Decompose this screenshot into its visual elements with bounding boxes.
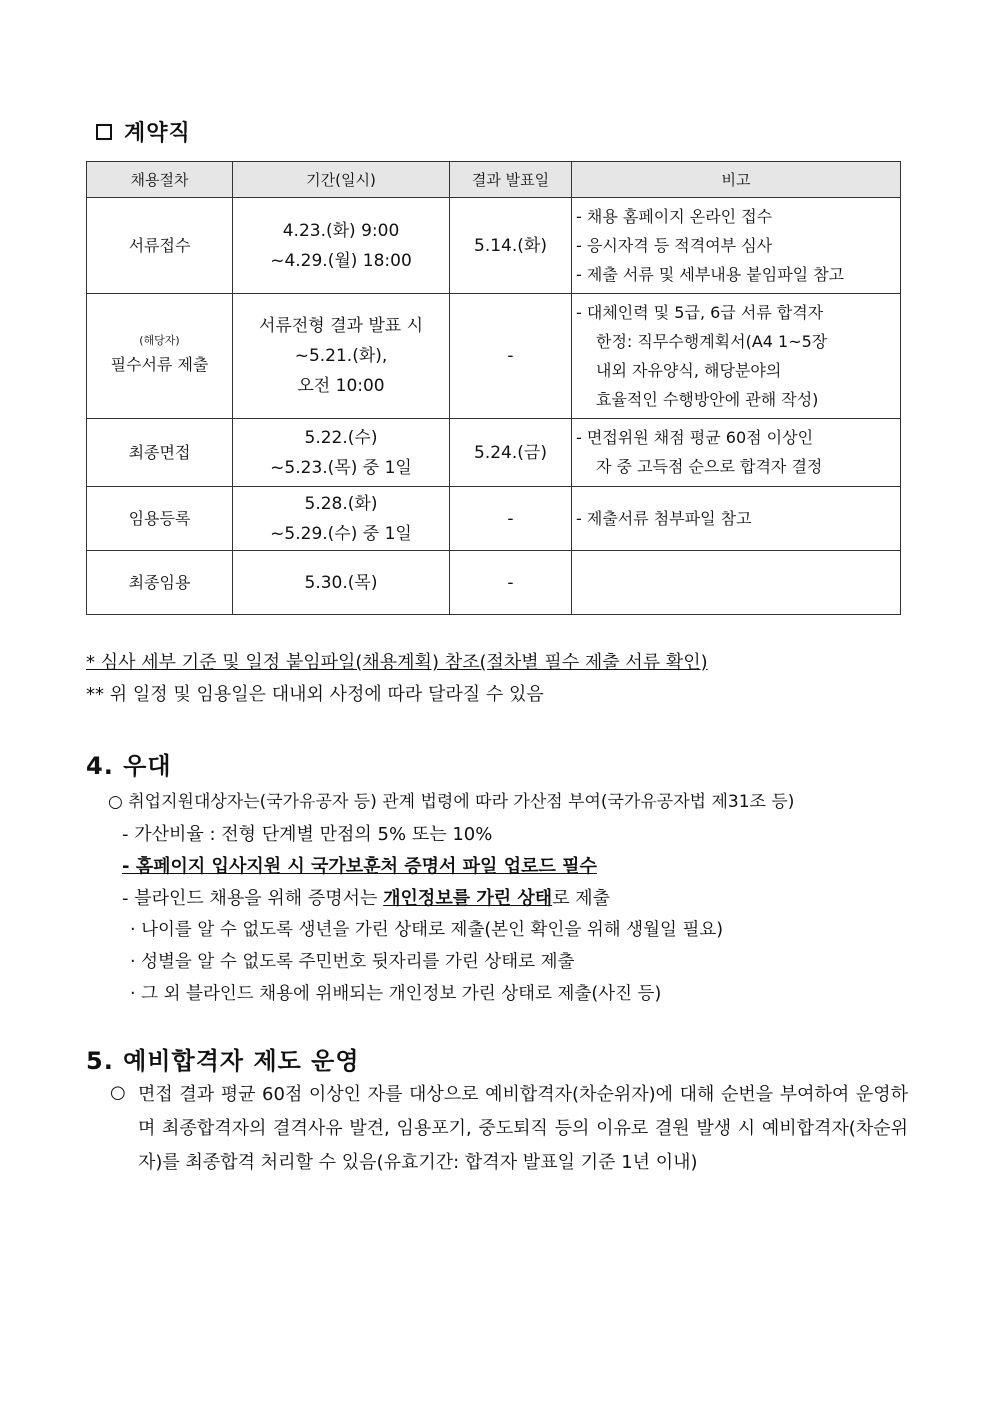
cell-period: 5.22.(수) ~5.23.(목) 중 1일	[233, 419, 450, 487]
cell-note: - 제출서류 첨부파일 참고	[572, 487, 901, 551]
table-header-row	[87, 162, 901, 198]
section4-sub3: - 블라인드 채용을 위해 증명서는 개인정보를 가린 상태로 제출	[122, 888, 611, 909]
cell-result: 5.24.(금)	[450, 419, 572, 487]
cell-result: -	[450, 551, 572, 615]
cell-note: - 대체인력 및 5급, 6급 서류 합격자 한정: 직무수행계획서(A4 1~5장 내외 자유양식, 해당분야의 효율적인 수행방안에 관해 작성)	[572, 294, 901, 419]
footnote-1: * 심사 세부 기준 및 일정 붙임파일(채용계획) 참조(절차별 필수 제출 서류 확인)	[86, 652, 708, 673]
cell-period: 4.23.(화) 9:00 ~4.29.(월) 18:00	[233, 198, 450, 294]
cell-period: 5.28.(화) ~5.29.(수) 중 1일	[233, 487, 450, 551]
section4-dot3: · 그 외 블라인드 채용에 위배되는 개인정보 가린 상태로 제출(사진 등)	[130, 984, 662, 1004]
header-period: 기간(일시)	[233, 162, 450, 198]
cell-step: (해당자) 필수서류 제출	[87, 294, 233, 419]
cell-result: -	[450, 487, 572, 551]
section4-main	[108, 787, 794, 812]
cell-note	[572, 551, 901, 615]
cell-step: 최종임용	[87, 551, 233, 615]
cell-note: - 채용 홈페이지 온라인 접수 - 응시자격 등 적격여부 심사 - 제출 서류 및 세부내용 붙임파일 참고	[572, 198, 901, 294]
header-note: 비고	[572, 162, 901, 198]
cell-step: 임용등록	[87, 487, 233, 551]
section5-title: 5. 예비합격자 제도 운영	[86, 1047, 360, 1075]
section4-dot1: · 나이를 알 수 없도록 생년을 가린 상태로 제출(본인 확인을 위해 생월일 필요)	[130, 920, 724, 940]
section4-title: 4. 우대	[86, 752, 172, 780]
cell-step: 서류접수	[87, 198, 233, 294]
cell-note: - 면접위원 채점 평균 60점 이상인 자 중 고득점 순으로 합격자 결정	[572, 419, 901, 487]
table-row	[87, 198, 901, 294]
table-row	[87, 487, 901, 551]
circle-bullet-icon: ○	[108, 792, 123, 812]
cell-step: 최종면접	[87, 419, 233, 487]
cell-period: 5.30.(목)	[233, 551, 450, 615]
table-row	[87, 419, 901, 487]
schedule-table	[86, 161, 901, 615]
header-result: 결과 발표일	[450, 162, 572, 198]
cell-result: -	[450, 294, 572, 419]
circle-bullet-icon: ○	[110, 1082, 126, 1103]
section4-main-text: 취업지원대상자는(국가유공자 등) 관계 법령에 따라 가산점 부여(국가유공자법 제31조 등)	[128, 792, 795, 812]
section4-dot2: · 성별을 알 수 없도록 주민번호 뒷자리를 가린 상태로 제출	[130, 952, 575, 972]
table-row	[87, 294, 901, 419]
section4-sub2: - 홈페이지 입사지원 시 국가보훈처 증명서 파일 업로드 필수	[122, 856, 597, 877]
footnote-2: ** 위 일정 및 임용일은 대내외 사정에 따라 달라질 수 있음	[86, 684, 544, 705]
table-row	[87, 551, 901, 615]
contract-title-text: 계약직	[124, 121, 191, 146]
section4-sub1: - 가산비율 : 전형 단계별 만점의 5% 또는 10%	[122, 824, 493, 845]
personal-info-emphasis: 개인정보를 가린 상태	[383, 888, 553, 909]
cell-period: 서류전형 결과 발표 시 ~5.21.(화), 오전 10:00	[233, 294, 450, 419]
checkbox-icon	[96, 124, 112, 140]
section5-paragraph: 면접 결과 평균 60점 이상인 자를 대상으로 예비합격자(차순위자)에 대해 순번을 부여하여 운영하며 최종합격자의 결격사유 발견, 임용포기, 중도퇴직 등의 이유로 결원 발생 시 예비합격자(차순위자)를 최종합격 처리할 수 있음(유효기간: 합격자 발표일 기준 1년 이내)	[138, 1084, 908, 1173]
header-step: 채용절차	[87, 162, 233, 198]
contract-section-title	[96, 116, 191, 147]
cell-result: 5.14.(화)	[450, 198, 572, 294]
